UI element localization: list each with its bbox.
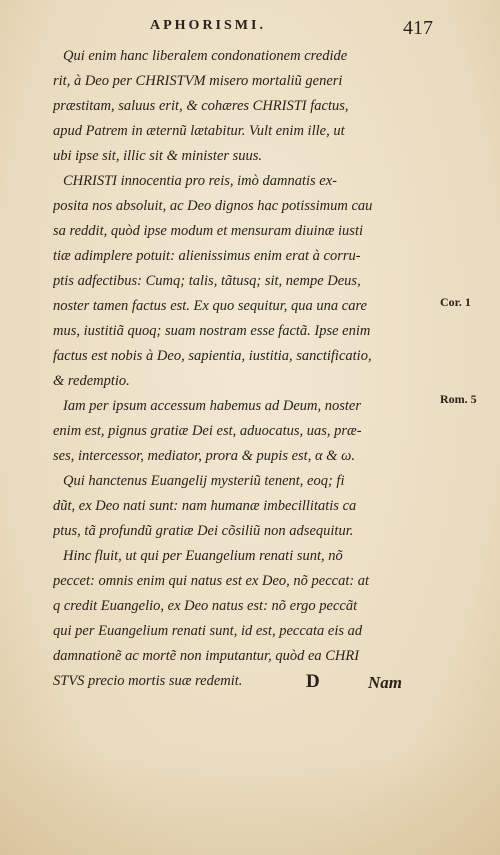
text-line: Iam per ipsum accessum habemus ad Deum, noster — [63, 398, 362, 414]
text-line: Qui hanctenus Euangelij mysteriũ tenent, eoq; fi — [63, 473, 345, 489]
text-line: noster tamen factus est. Ex quo sequitur, qua una care — [53, 298, 367, 314]
text-line: ubi ipse sit, illic sit & minister suus. — [53, 148, 263, 164]
text-line: tiæ adimplere potuit: alienissimus enim erat à corru- — [53, 248, 361, 264]
text-line: dũt, ex Deo nati sunt: nam humanæ imbecillitatis ca — [53, 498, 357, 514]
text-line: mus, iustitiã quoq; suam nostram esse factã. Ipse enim — [53, 323, 371, 339]
text-line: & redemptio. — [53, 373, 130, 389]
page-header — [0, 18, 500, 42]
text-line: Qui enim hanc liberalem condonationem credide — [63, 48, 348, 64]
body-text — [53, 44, 428, 694]
text-line: posita nos absoluit, ac Deo dignos hac potissimum cau — [53, 198, 373, 214]
running-head: APHORISMI. — [150, 18, 266, 33]
text-line: qui per Euangelium renati sunt, id est, peccata eis ad — [53, 623, 363, 639]
text-line: ses, intercessor, mediator, prora & pupis est, α & ω. — [53, 448, 355, 464]
text-line: factus est nobis à Deo, sapientia, iustitia, sanctificatio, — [53, 348, 372, 364]
text-line: q credit Euangelio, ex Deo natus est: nõ ergo peccãt — [53, 598, 358, 614]
text-line: apud Patrem in æternũ lætabitur. Vult enim ille, ut — [53, 123, 345, 139]
signature-mark: D — [306, 671, 320, 692]
catchword: Nam — [368, 673, 402, 692]
text-line: damnationẽ ac mortẽ non imputantur, quòd ea CHRI — [53, 648, 360, 664]
text-line: CHRISTI innocentia pro reis, imò damnatis ex- — [63, 173, 337, 189]
margin-note-rom: Rom. 5 — [440, 392, 477, 406]
text-line: enim est, pignus gratiæ Dei est, aduocatus, uas, præ- — [53, 423, 362, 439]
text-line: ptus, tã profundũ gratiæ Dei cõsiliũ non adsequitur. — [53, 523, 354, 539]
paper-stain — [0, 745, 500, 855]
page-number: 417 — [403, 17, 433, 39]
text-line: rit, à Deo per CHRISTVM misero mortaliũ generi — [53, 73, 343, 89]
text-line: præstitam, saluus erit, & cohæres CHRISTI factus, — [53, 98, 349, 114]
text-line: STVS precio mortis suæ redemit. — [53, 673, 243, 689]
margin-note-cor: Cor. 1 — [440, 295, 471, 309]
page-footer — [306, 671, 426, 695]
text-line: sa reddit, quòd ipse modum et mensuram diuinæ iusti — [53, 223, 364, 239]
text-line: Hinc fluit, ut qui per Euangelium renati sunt, nõ — [63, 548, 343, 564]
text-line: ptis adfectibus: Cumq; talis, tãtusq; sit, nempe Deus, — [53, 273, 361, 289]
text-line: peccet: omnis enim qui natus est ex Deo, nõ peccat: at — [53, 573, 370, 589]
